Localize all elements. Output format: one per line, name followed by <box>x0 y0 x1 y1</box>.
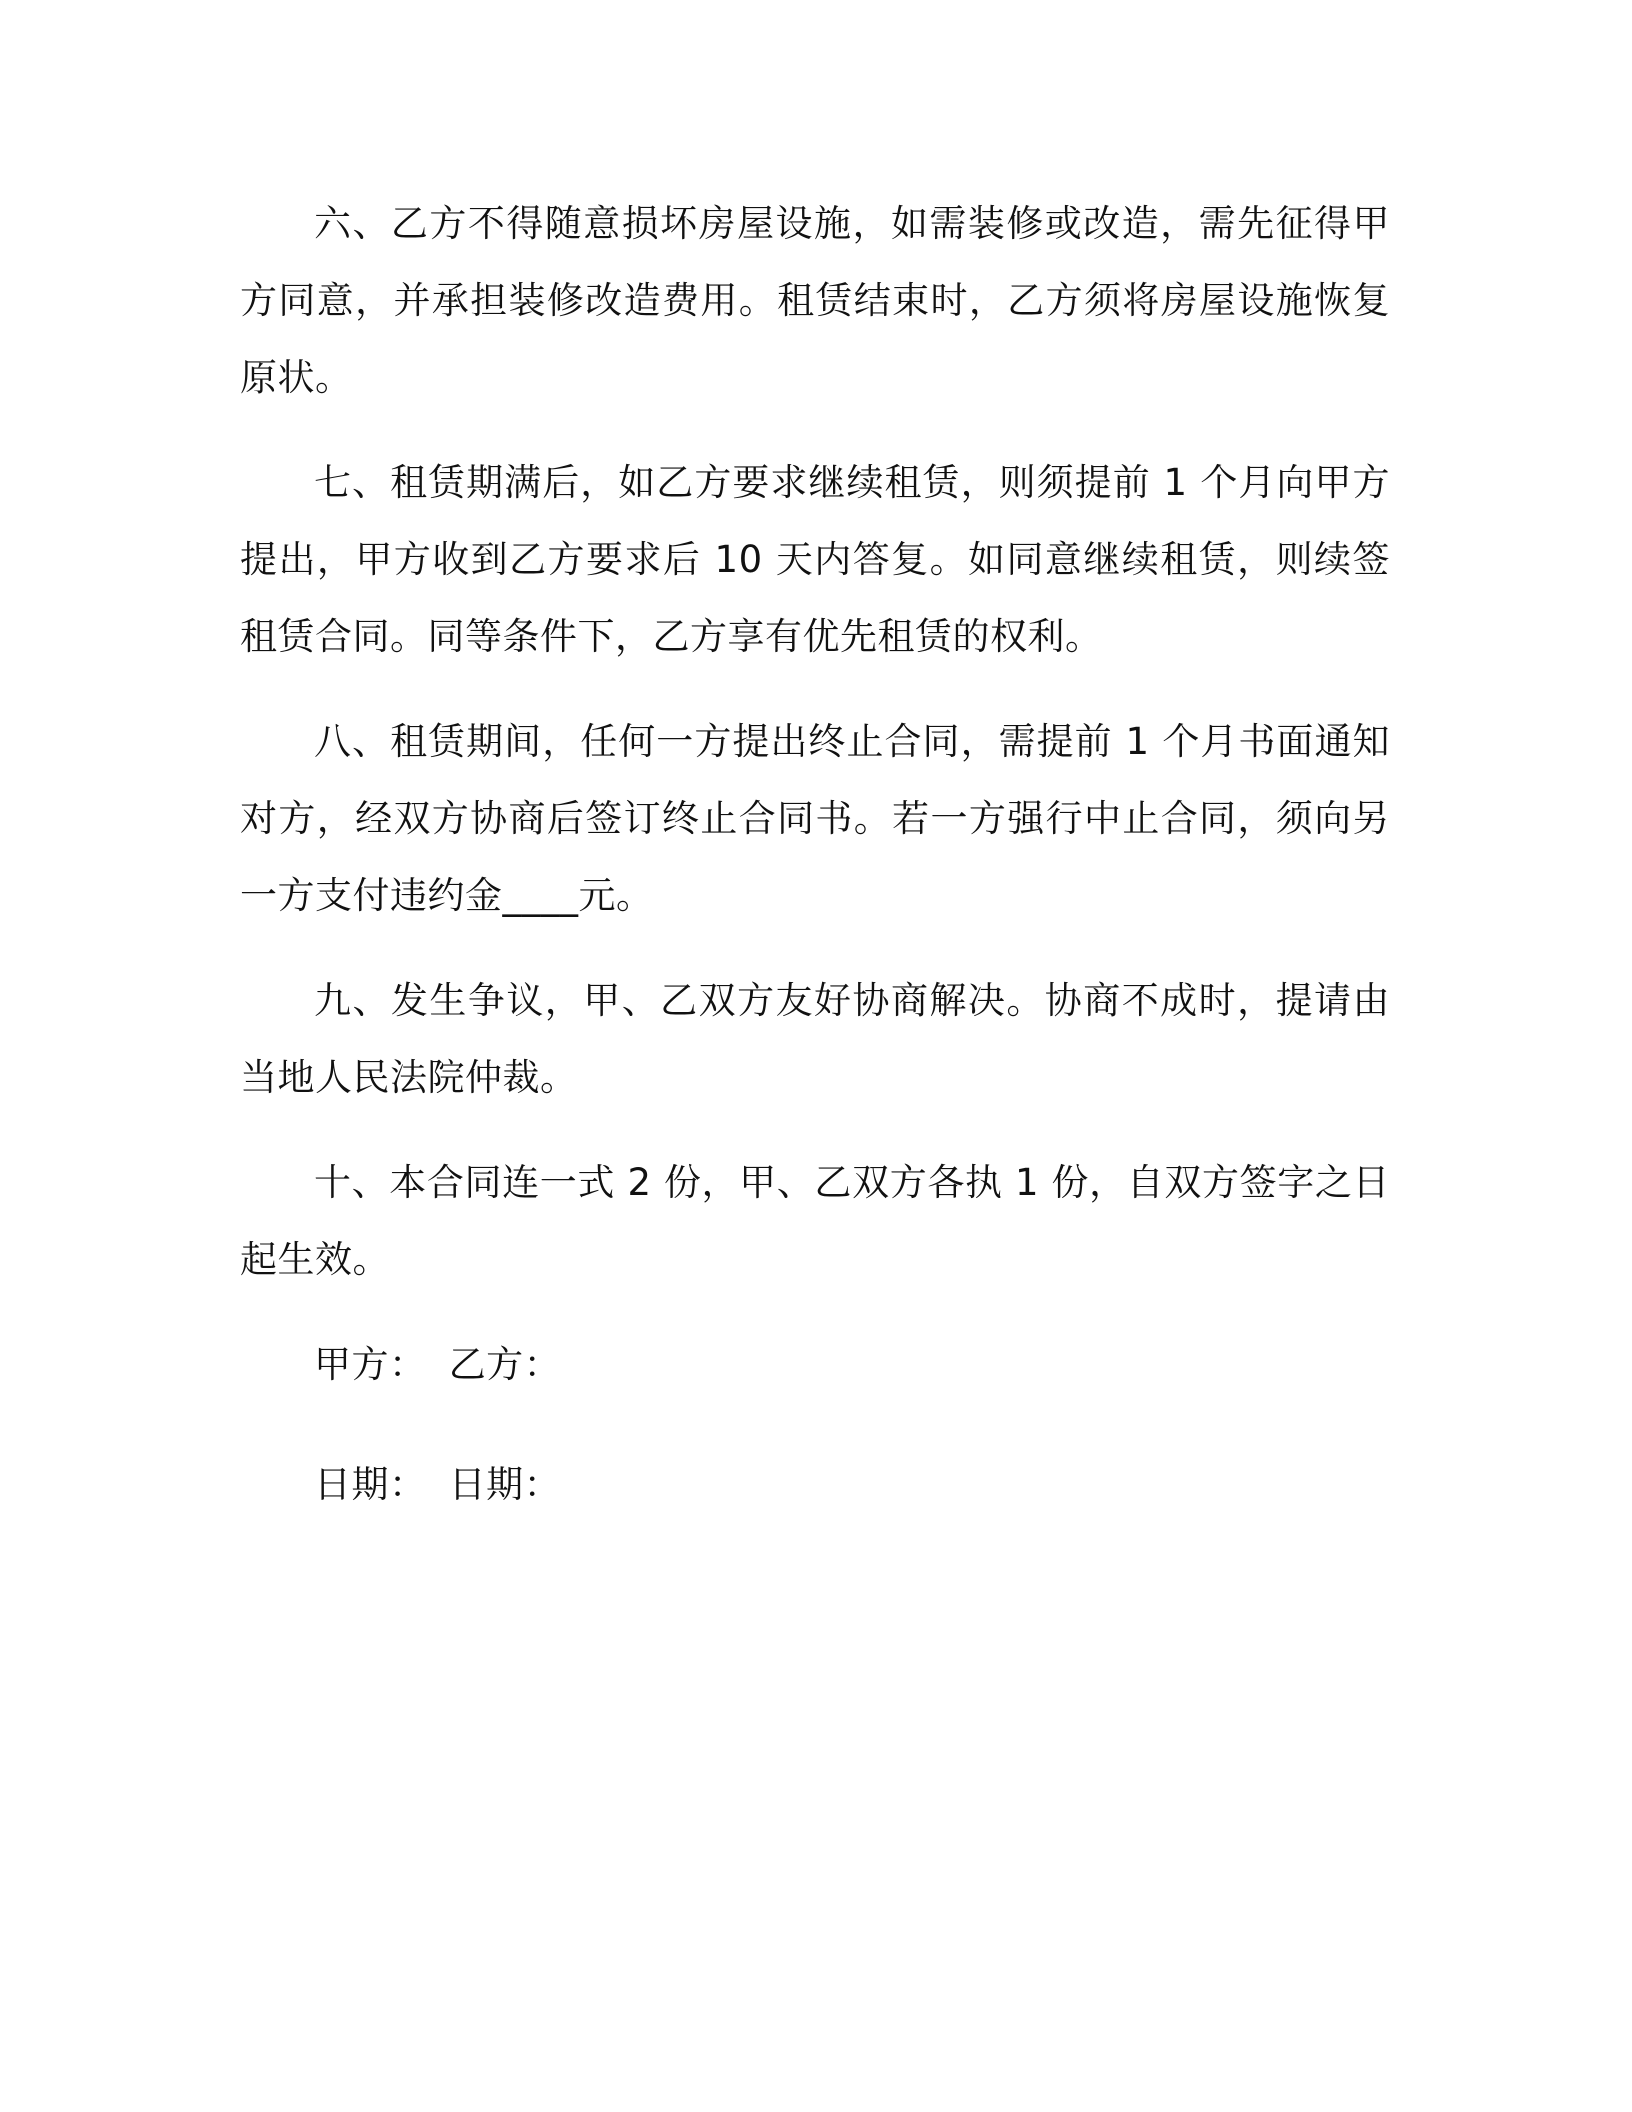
clause-6: 六、乙方不得随意损坏房屋设施，如需装修或改造，需先征得甲方同意，并承担装修改造费用。租赁结束时，乙方须将房屋设施恢复原状。 <box>240 202 1390 399</box>
clause-8: 八、租赁期间，任何一方提出终止合同，需提前 1 个月书面通知对方，经双方协商后签订终止合同书。若一方强行中止合同，须向另一方支付违约金____元。 <box>240 720 1390 917</box>
contract-body <box>240 185 1390 1566</box>
party-b-label: 乙方： <box>448 1343 562 1386</box>
date-a-label: 日期： <box>314 1463 427 1506</box>
party-signature-line <box>240 1326 1390 1403</box>
clause-10: 十、本合同连一式 2 份，甲、乙双方各执 1 份，自双方签字之日起生效。 <box>240 1161 1390 1281</box>
party-a-label: 甲方： <box>314 1343 427 1386</box>
date-b-label: 日期： <box>448 1463 562 1506</box>
clause-7: 七、租赁期满后，如乙方要求继续租赁，则须提前 1 个月向甲方提出，甲方收到乙方要求后 10 天内答复。如同意继续租赁，则续签租赁合同。同等条件下，乙方享有优先租赁的权利。 <box>240 461 1390 658</box>
date-signature-line <box>240 1446 1390 1523</box>
clause-9: 九、发生争议，甲、乙双方友好协商解决。协商不成时，提请由当地人民法院仲裁。 <box>240 979 1390 1099</box>
